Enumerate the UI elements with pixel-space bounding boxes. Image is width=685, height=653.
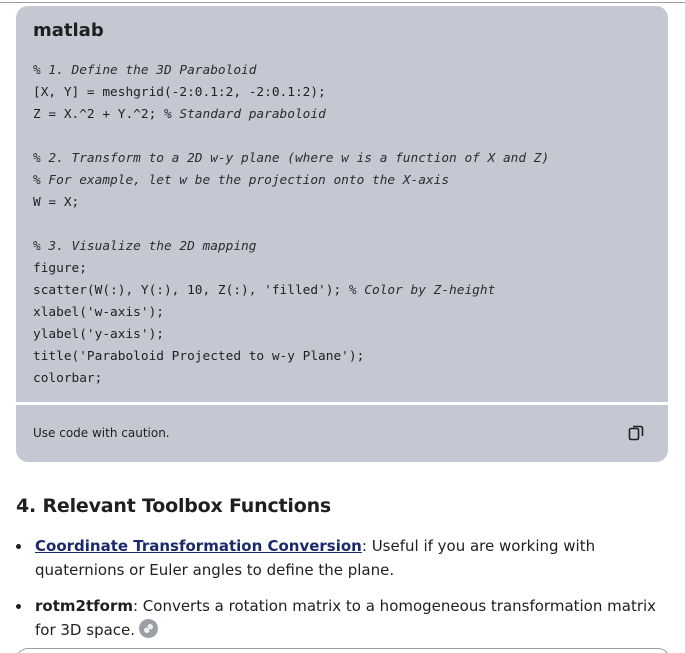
list-item — [16, 594, 666, 642]
code-footer-bar — [16, 405, 668, 462]
code-line: % 2. Transform to a 2D w-y plane (where w is a function of X and Z) — [33, 151, 550, 166]
code-line: [X, Y] = meshgrid(-2:0.1:2, -2:0.1:2); — [33, 85, 326, 100]
next-card-edge — [16, 648, 670, 653]
code-line — [33, 126, 549, 148]
code-line: scatter(W(:), Y(:), 10, Z(:), 'filled'); % Color by Z-height — [33, 283, 496, 298]
code-line: title('Paraboloid Projected to w-y Plane'); — [33, 349, 365, 364]
code-line: % 1. Define the 3D Paraboloid — [33, 63, 257, 78]
code-line: W = X; — [33, 195, 80, 210]
code-card — [16, 6, 668, 402]
list-item-term: rotm2tform — [35, 597, 133, 615]
copy-icon[interactable] — [626, 423, 646, 443]
code-line: figure; — [33, 261, 87, 276]
coordinate-transformation-link[interactable]: Coordinate Transformation Conversion — [35, 537, 362, 555]
code-line: colorbar; — [33, 371, 103, 386]
code-line: % 3. Visualize the 2D mapping — [33, 239, 257, 254]
list-item-text: : Converts a rotation matrix to a homogeneous transformation matrix for 3D space. — [35, 597, 657, 639]
code-line — [33, 214, 549, 236]
list-item-text: : Useful if you are working with quaternions or Euler angles to define the plane. — [35, 537, 596, 579]
list-item — [16, 534, 666, 582]
link-icon[interactable] — [139, 619, 158, 638]
code-language-label: matlab — [33, 20, 104, 41]
bullet-dot — [16, 544, 21, 549]
bullet-dot — [16, 604, 21, 609]
functions-list — [16, 534, 666, 653]
code-line: Z = X.^2 + Y.^2; % Standard paraboloid — [33, 107, 326, 122]
code-line: xlabel('w-axis'); — [33, 305, 164, 320]
code-block[interactable] — [33, 60, 549, 390]
top-divider — [0, 2, 685, 3]
code-line: % For example, let w be the projection onto the X-axis — [33, 173, 450, 188]
caution-text: Use code with caution. — [33, 426, 170, 440]
code-line: ylabel('y-axis'); — [33, 327, 164, 342]
section-heading: 4. Relevant Toolbox Functions — [16, 495, 332, 517]
